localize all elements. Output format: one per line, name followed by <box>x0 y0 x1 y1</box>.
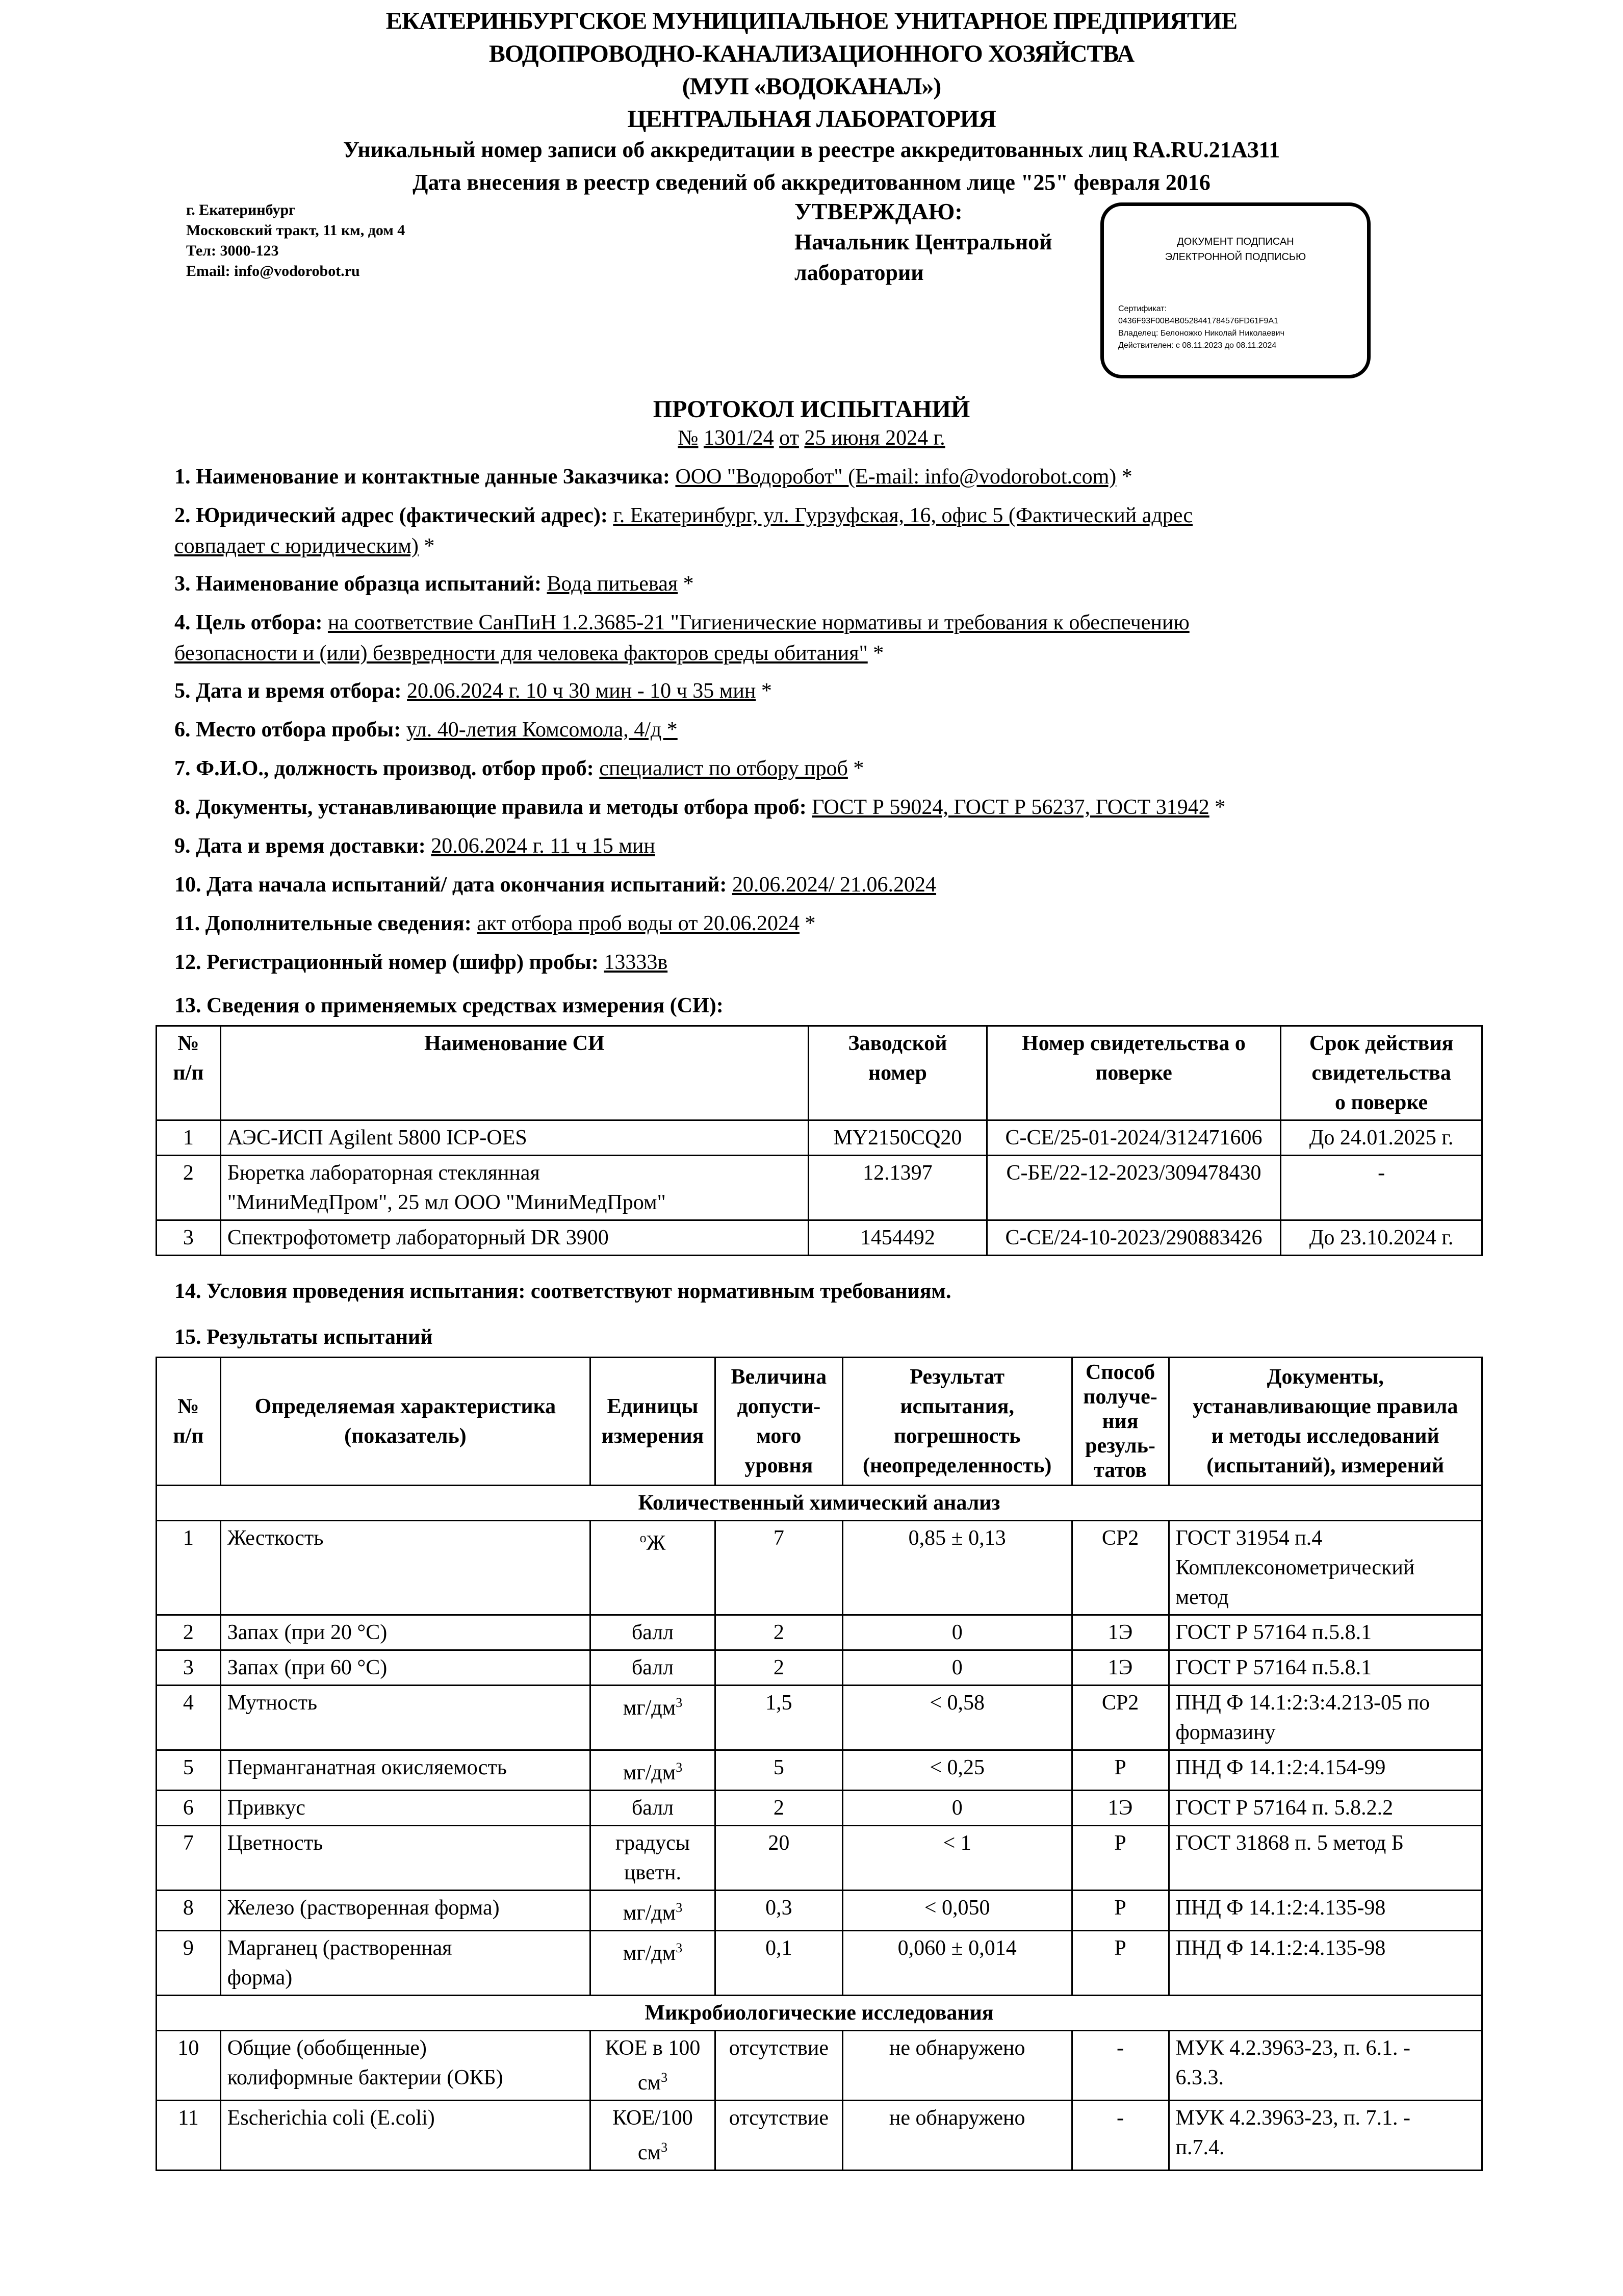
res-cell-doc: ПНД Ф 14.1:2:3:4.213-05 по формазину <box>1169 1686 1482 1750</box>
item-label: 8. Документы, устанавливающие правила и методы отбора проб: <box>174 796 807 819</box>
res-cell-result: 0,85 ± 0,13 <box>842 1521 1072 1615</box>
item-8 <box>174 792 1439 823</box>
res-cell-method: Р <box>1072 1750 1169 1791</box>
registry-date: Дата внесения в реестр сведений об аккредитованном лице "25" февраля 2016 <box>413 170 1210 195</box>
res-cell-unit: балл <box>590 1791 715 1826</box>
res-cell-name: Мутность <box>220 1686 590 1750</box>
res-cell-n: 7 <box>157 1826 221 1891</box>
si-cell-cert: С-СЕ/25-01-2024/312471606 <box>987 1120 1280 1156</box>
stamp-line-1: ДОКУМЕНТ ПОДПИСАН <box>1177 236 1294 247</box>
res-cell-limit: отсутствие <box>715 2031 842 2101</box>
table-row <box>157 1120 1482 1156</box>
item-value: 13333в <box>604 951 668 974</box>
item-value-cont: совпадает с юридическим) <box>174 534 419 558</box>
item-value: акт отбора проб воды от 20.06.2024 <box>477 912 800 935</box>
group-row <box>157 1996 1482 2031</box>
si-cell-name: Бюретка лабораторная стеклянная "МиниМедПром", 25 мл ООО "МиниМедПром" <box>220 1156 808 1220</box>
res-cell-result: 0 <box>842 1791 1072 1826</box>
item-value: ООО "Водоробот" (E-mail: info@vodorobot.com) <box>675 465 1117 489</box>
item-label: 10. Дата начала испытаний/ дата окончания испытаний: <box>174 873 727 897</box>
item-value: специалист по отбору проб <box>599 757 848 780</box>
res-cell-doc: ПНД Ф 14.1:2:4.135-98 <box>1169 1891 1482 1931</box>
res-cell-limit: отсутствие <box>715 2101 842 2171</box>
results-section-title: 15. Результаты испытаний <box>174 1325 433 1349</box>
table-row <box>157 1650 1482 1686</box>
res-col-method: Способ получе- ния резуль- татов <box>1072 1358 1169 1486</box>
org-line-2: ВОДОПРОВОДНО-КАНАЛИЗАЦИОННОГО ХОЗЯЙСТВА <box>488 40 1135 67</box>
item-value: ГОСТ Р 59024, ГОСТ Р 56237, ГОСТ 31942 <box>812 796 1209 819</box>
res-cell-name: Перманганатная окисляемость <box>220 1750 590 1791</box>
si-cell-n: 3 <box>157 1220 221 1256</box>
res-cell-name: Железо (растворенная форма) <box>220 1891 590 1931</box>
contact-address: Московский тракт, 11 км, дом 4 <box>186 222 405 239</box>
res-cell-unit: КОЕ в 100 $см^3$ <box>590 2031 715 2101</box>
res-col-result: Результат испытания, погрешность (неопределенность) <box>842 1358 1072 1486</box>
item-suffix: * <box>424 534 435 558</box>
si-cell-name: Спектрофотометр лабораторный DR 3900 <box>220 1220 808 1256</box>
stamp-valid: Действителен: с 08.11.2023 до 08.11.2024 <box>1118 341 1277 350</box>
si-header-row <box>157 1026 1482 1120</box>
item-label: 3. Наименование образца испытаний: <box>174 572 542 596</box>
res-col-unit: Единицы измерения <box>590 1358 715 1486</box>
res-cell-result: не обнаружено <box>842 2101 1072 2171</box>
res-cell-method: Р <box>1072 1931 1169 1996</box>
item-5 <box>174 676 1439 706</box>
res-cell-doc: ГОСТ 31954 п.4 Комплексонометрический метод <box>1169 1521 1482 1615</box>
item-label: 11. Дополнительные сведения: <box>174 912 472 935</box>
res-cell-unit: $мг/дм^3$ <box>590 1931 715 1996</box>
res-cell-method: Р <box>1072 1826 1169 1891</box>
si-col-valid: Срок действия свидетельства о поверке <box>1281 1026 1482 1120</box>
approval-title: УТВЕРЖДАЮ: <box>794 198 963 224</box>
res-cell-limit: 7 <box>715 1521 842 1615</box>
table-row <box>157 1791 1482 1826</box>
group-row <box>157 1486 1482 1521</box>
results-table <box>156 1357 1483 2171</box>
si-cell-name: АЭС-ИСП Agilent 5800 ICP-OES <box>220 1120 808 1156</box>
res-cell-result: не обнаружено <box>842 2031 1072 2101</box>
table-row <box>157 1615 1482 1650</box>
item-label: 12. Регистрационный номер (шифр) пробы: <box>174 951 599 974</box>
res-cell-unit: балл <box>590 1615 715 1650</box>
organization-header <box>0 5 1623 136</box>
si-cell-valid: До 24.01.2025 г. <box>1281 1120 1482 1156</box>
res-cell-doc: ГОСТ Р 57164 п.5.8.1 <box>1169 1615 1482 1650</box>
item-value: г. Екатеринбург, ул. Гурзуфская, 16, офис 5 (Фактический адрес <box>613 504 1193 527</box>
stamp-owner: Владелец: Белоножко Николай Николаевич <box>1118 329 1284 338</box>
contact-email: Email: info@vodorobot.ru <box>186 263 360 279</box>
item-label: 4. Цель отбора: <box>174 611 323 634</box>
res-cell-doc: ГОСТ 31868 п. 5 метод Б <box>1169 1826 1482 1891</box>
res-cell-limit: 2 <box>715 1650 842 1686</box>
si-cell-valid: - <box>1281 1156 1482 1220</box>
si-cell-n: 2 <box>157 1156 221 1220</box>
res-cell-limit: 0,1 <box>715 1931 842 1996</box>
si-col-cert: Номер свидетельства о поверке <box>987 1026 1280 1120</box>
item-label: 9. Дата и время доставки: <box>174 834 426 858</box>
org-line-3: (МУП «ВОДОКАНАЛ») <box>682 73 941 100</box>
res-cell-doc: ПНД Ф 14.1:2:4.154-99 <box>1169 1750 1482 1791</box>
contact-phone: Тел: 3000-123 <box>186 242 279 259</box>
approval-line-2: лаборатории <box>794 260 924 285</box>
res-cell-method: СР2 <box>1072 1521 1169 1615</box>
table-row <box>157 1156 1482 1220</box>
item-label: 7. Ф.И.О., должность производ. отбор проб: <box>174 757 594 780</box>
res-cell-doc: ГОСТ Р 57164 п. 5.8.2.2 <box>1169 1791 1482 1826</box>
group-chemical: Количественный химический анализ <box>157 1486 1482 1521</box>
res-cell-n: 4 <box>157 1686 221 1750</box>
si-cell-cert: С-СЕ/24-10-2023/290883426 <box>987 1220 1280 1256</box>
si-table <box>156 1025 1483 1256</box>
stamp-cert-label: Сертификат: <box>1118 304 1167 313</box>
res-cell-unit: градусы цветн. <box>590 1826 715 1891</box>
res-cell-method: - <box>1072 2101 1169 2171</box>
res-cell-method: 1Э <box>1072 1791 1169 1826</box>
res-cell-limit: 2 <box>715 1615 842 1650</box>
electronic-signature-stamp <box>1100 202 1371 378</box>
lab-name: ЦЕНТРАЛЬНАЯ ЛАБОРАТОРИЯ <box>627 106 996 133</box>
res-cell-name: Escherichia coli (E.coli) <box>220 2101 590 2171</box>
res-cell-n: 11 <box>157 2101 221 2171</box>
stamp-cert: 0436F93F00B4B0528441784576FD61F9A1 <box>1118 317 1279 325</box>
results-header-row <box>157 1358 1482 1486</box>
item-7 <box>174 753 1439 784</box>
lab-contacts <box>186 200 405 282</box>
res-cell-name: Запах (при 60 °С) <box>220 1650 590 1686</box>
protocol-num-prefix: № <box>678 426 699 450</box>
si-col-serial: Заводской номер <box>808 1026 987 1120</box>
si-col-n: № п/п <box>157 1026 221 1120</box>
res-cell-name: Общие (обобщенные) колиформные бактерии (ОКБ) <box>220 2031 590 2101</box>
res-cell-n: 9 <box>157 1931 221 1996</box>
si-cell-n: 1 <box>157 1120 221 1156</box>
si-cell-serial: 12.1397 <box>808 1156 987 1220</box>
res-cell-name: Марганец (растворенная форма) <box>220 1931 590 1996</box>
table-row <box>157 1826 1482 1891</box>
res-cell-result: < 0,58 <box>842 1686 1072 1750</box>
approval-line-1: Начальник Центральной <box>794 229 1052 254</box>
protocol-from: от <box>779 426 799 450</box>
res-cell-limit: 2 <box>715 1791 842 1826</box>
item-10 <box>174 870 1439 900</box>
item-11 <box>174 908 1439 939</box>
res-cell-unit: $мг/дм^3$ <box>590 1891 715 1931</box>
item-suffix: * <box>1215 796 1226 819</box>
approval-block <box>794 196 1052 288</box>
item-value: ул. 40-летия Комсомола, 4/д * <box>406 718 678 742</box>
item-value: 20.06.2024/ 21.06.2024 <box>732 873 937 897</box>
res-cell-limit: 0,3 <box>715 1891 842 1931</box>
item-1 <box>174 462 1439 492</box>
res-cell-result: < 1 <box>842 1826 1072 1891</box>
res-cell-doc: ПНД Ф 14.1:2:4.135-98 <box>1169 1931 1482 1996</box>
res-cell-n: 3 <box>157 1650 221 1686</box>
res-cell-n: 8 <box>157 1891 221 1931</box>
item-suffix: * <box>761 679 772 703</box>
res-cell-n: 10 <box>157 2031 221 2101</box>
table-row <box>157 1931 1482 1996</box>
item-suffix: * <box>873 642 884 665</box>
table-row <box>157 1220 1482 1256</box>
stamp-line-2: ЭЛЕКТРОННОЙ ПОДПИСЬЮ <box>1165 251 1306 263</box>
group-microbiology: Микробиологические исследования <box>157 1996 1482 2031</box>
item-9 <box>174 831 1439 861</box>
protocol-number-line <box>0 426 1623 450</box>
item-suffix: * <box>683 572 694 596</box>
res-col-n: № п/п <box>157 1358 221 1486</box>
item-suffix: * <box>805 912 816 935</box>
item-3 <box>174 569 1439 599</box>
res-cell-n: 2 <box>157 1615 221 1650</box>
res-cell-result: < 0,050 <box>842 1891 1072 1931</box>
res-cell-result: 0,060 ± 0,014 <box>842 1931 1072 1996</box>
res-cell-name: Цветность <box>220 1826 590 1891</box>
res-cell-method: - <box>1072 2031 1169 2101</box>
res-cell-doc: МУК 4.2.3963-23, п. 7.1. - п.7.4. <box>1169 2101 1482 2171</box>
item-label: 6. Место отбора пробы: <box>174 718 401 742</box>
item-label: 1. Наименование и контактные данные Заказчика: <box>174 465 670 489</box>
si-cell-valid: До 23.10.2024 г. <box>1281 1220 1482 1256</box>
res-cell-unit: $^о$Ж <box>590 1521 715 1615</box>
accreditation-number: Уникальный номер записи об аккредитации в реестре аккредитованных лиц RA.RU.21АЗ11 <box>343 137 1280 162</box>
table-row <box>157 1891 1482 1931</box>
res-cell-result: 0 <box>842 1615 1072 1650</box>
item-suffix: * <box>853 757 864 780</box>
res-cell-name: Привкус <box>220 1791 590 1826</box>
item-value: Вода питьевая <box>547 572 678 596</box>
si-cell-serial: MY2150CQ20 <box>808 1120 987 1156</box>
protocol-number: 1301/24 <box>703 426 774 450</box>
res-cell-method: СР2 <box>1072 1686 1169 1750</box>
item-suffix: * <box>1121 465 1132 489</box>
contact-city: г. Екатеринбург <box>186 201 296 218</box>
res-cell-limit: 5 <box>715 1750 842 1791</box>
item-label: 5. Дата и время отбора: <box>174 679 402 703</box>
res-cell-doc: ГОСТ Р 57164 п.5.8.1 <box>1169 1650 1482 1686</box>
res-cell-unit: $мг/дм^3$ <box>590 1686 715 1750</box>
si-cell-serial: 1454492 <box>808 1220 987 1256</box>
protocol-title: ПРОТОКОЛ ИСПЫТАНИЙ <box>653 396 970 423</box>
res-cell-n: 6 <box>157 1791 221 1826</box>
res-cell-result: < 0,25 <box>842 1750 1072 1791</box>
res-cell-unit: балл <box>590 1650 715 1686</box>
res-cell-name: Запах (при 20 °С) <box>220 1615 590 1650</box>
res-cell-result: 0 <box>842 1650 1072 1686</box>
accreditation-line <box>0 134 1623 199</box>
si-col-name: Наименование СИ <box>220 1026 808 1120</box>
org-line-1: ЕКАТЕРИНБУРГСКОЕ МУНИЦИПАЛЬНОЕ УНИТАРНОЕ ПРЕДПРИЯТИЕ <box>385 8 1238 35</box>
table-row <box>157 1750 1482 1791</box>
conditions-line: 14. Условия проведения испытания: соответствуют нормативным требованиям. <box>174 1280 951 1303</box>
res-cell-limit: 1,5 <box>715 1686 842 1750</box>
table-row <box>157 1521 1482 1615</box>
si-section-title: 13. Сведения о применяемых средствах измерения (СИ): <box>174 994 724 1017</box>
res-cell-method: Р <box>1072 1891 1169 1931</box>
res-cell-method: 1Э <box>1072 1650 1169 1686</box>
res-cell-name: Жесткость <box>220 1521 590 1615</box>
table-row <box>157 2101 1482 2171</box>
table-row <box>157 1686 1482 1750</box>
item-4 <box>174 607 1439 669</box>
table-row <box>157 2031 1482 2101</box>
res-cell-n: 1 <box>157 1521 221 1615</box>
res-cell-unit: $мг/дм^3$ <box>590 1750 715 1791</box>
res-cell-limit: 20 <box>715 1826 842 1891</box>
item-value: 20.06.2024 г. 10 ч 30 мин - 10 ч 35 мин <box>407 679 756 703</box>
res-cell-unit: КОЕ/100 $см^3$ <box>590 2101 715 2171</box>
item-6 <box>174 715 1439 745</box>
item-value: на соответствие СанПиН 1.2.3685-21 "Гигиенические нормативы и требования к обеспечению <box>327 611 1190 634</box>
res-cell-n: 5 <box>157 1750 221 1791</box>
si-cell-cert: С-БЕ/22-12-2023/309478430 <box>987 1156 1280 1220</box>
item-value: 20.06.2024 г. 11 ч 15 мин <box>431 834 655 858</box>
item-2 <box>174 500 1439 562</box>
protocol-date: 25 июня 2024 г. <box>804 426 945 450</box>
res-col-documents: Документы, устанавливающие правила и методы исследований (испытаний), измерений <box>1169 1358 1482 1486</box>
res-cell-method: 1Э <box>1072 1615 1169 1650</box>
item-label: 2. Юридический адрес (фактический адрес): <box>174 504 608 527</box>
res-col-characteristic: Определяемая характеристика (показатель) <box>220 1358 590 1486</box>
item-value-cont: безопасности и (или) безвредности для человека факторов среды обитания" <box>174 642 868 665</box>
res-cell-doc: МУК 4.2.3963-23, п. 6.1. - 6.3.3. <box>1169 2031 1482 2101</box>
res-col-limit: Величина допусти- мого уровня <box>715 1358 842 1486</box>
item-12 <box>174 947 1439 978</box>
